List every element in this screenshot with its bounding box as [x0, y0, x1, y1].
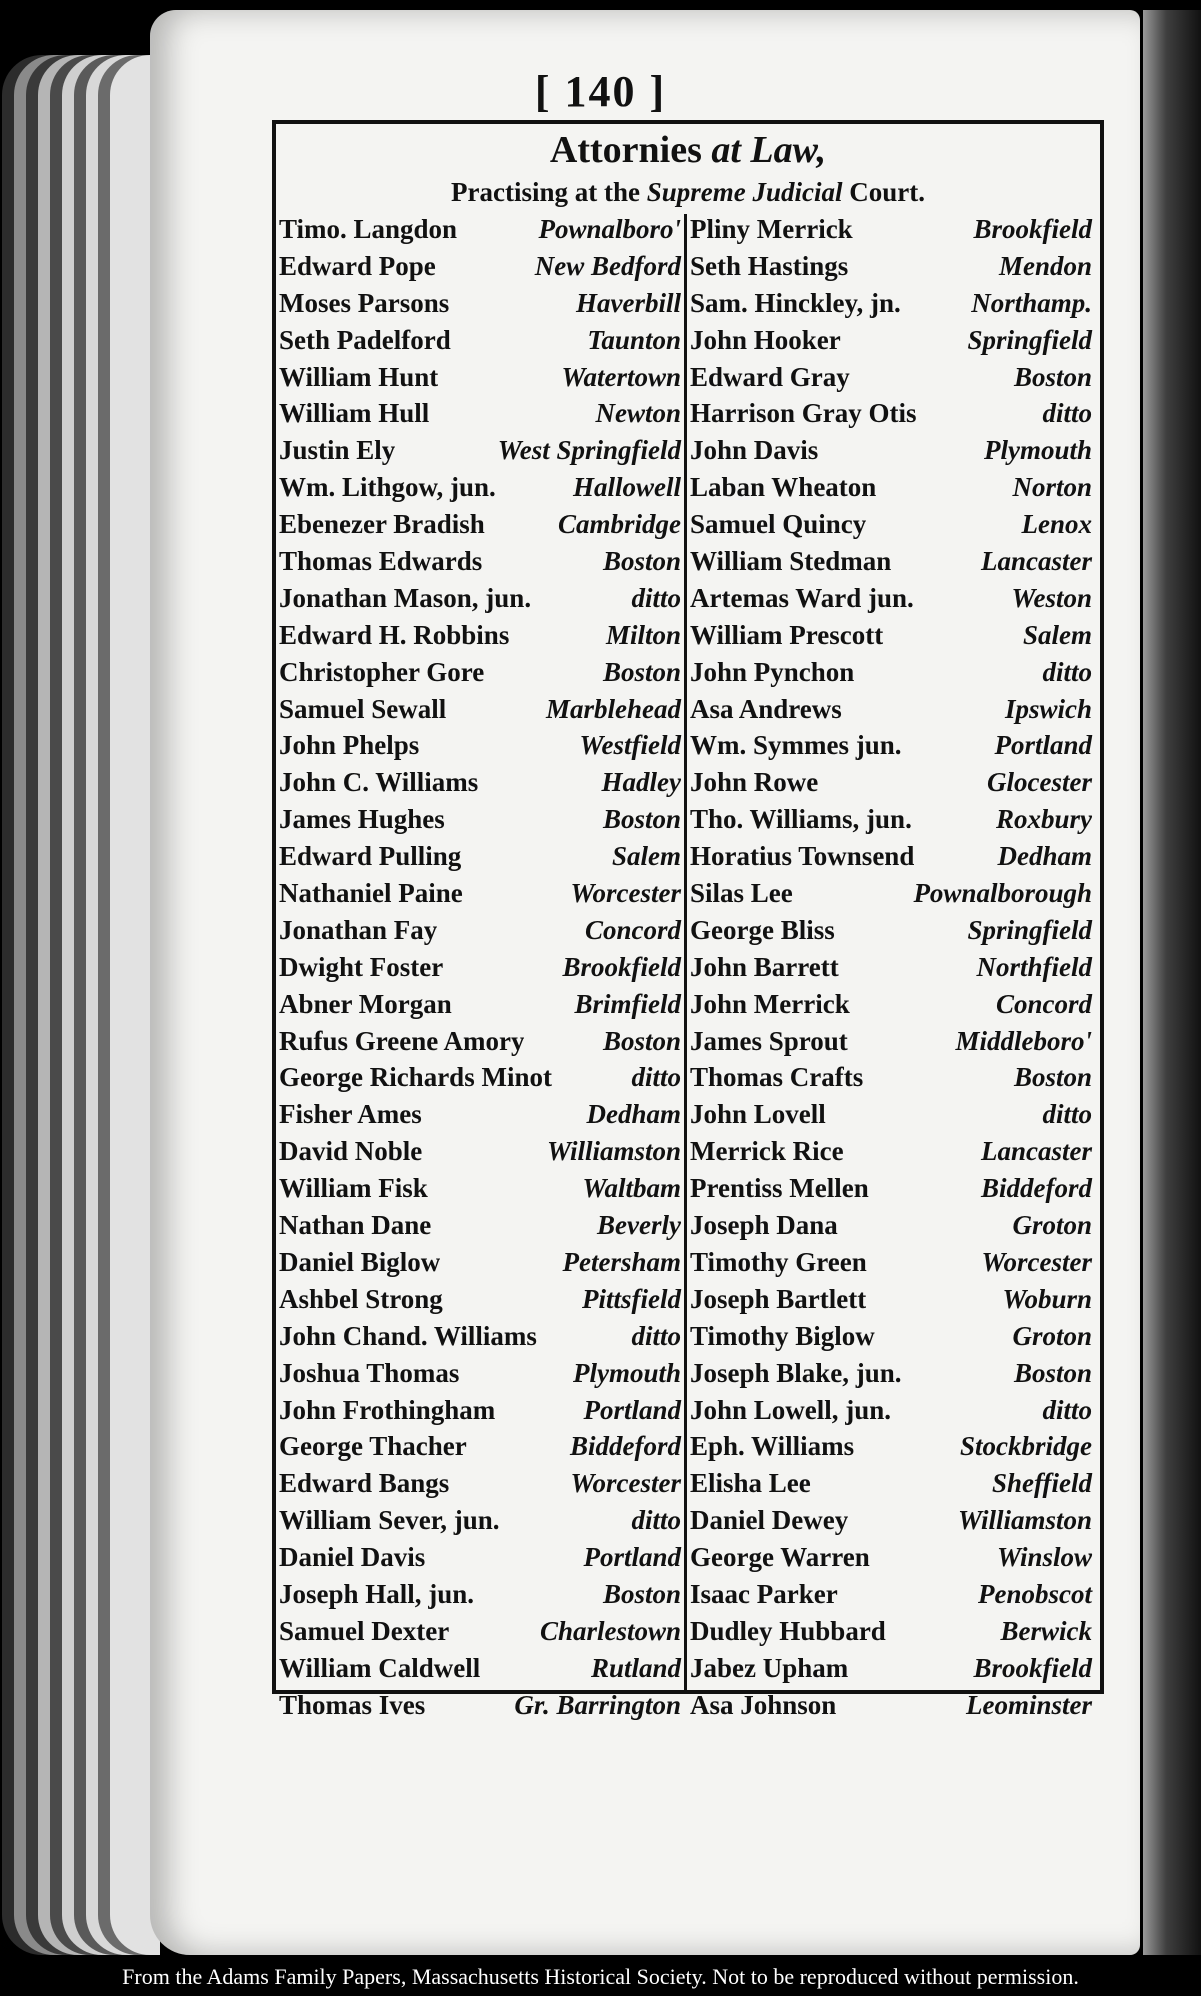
attorney-name: Edward H. Robbins [279, 619, 510, 650]
attorney-town: Brookfield [562, 951, 681, 982]
attorney-town: Concord [995, 988, 1092, 1019]
attorney-town: Penobscot [978, 1578, 1092, 1609]
left-column [276, 214, 687, 1720]
attorney-town: Winslow [996, 1542, 1092, 1573]
attorney-entry [276, 1321, 684, 1358]
attorney-entry [276, 989, 684, 1026]
attorney-name: Daniel Dewey [690, 1505, 849, 1536]
attorney-entry [687, 1468, 1095, 1505]
attorney-entry [687, 325, 1095, 362]
attorney-name: Tho. Williams, jun. [690, 804, 912, 835]
attorney-entry [276, 730, 684, 767]
attorney-name: Moses Parsons [279, 287, 450, 318]
attorney-town: Springfield [967, 324, 1092, 355]
attorney-town: Watertown [561, 361, 681, 392]
attorney-name: Wm. Lithgow, jun. [279, 472, 496, 503]
attorney-town: ditto [1042, 656, 1092, 687]
attorney-name: John Rowe [690, 767, 819, 798]
page-edges [0, 55, 160, 1955]
attorney-town: ditto [1042, 398, 1092, 429]
attorney-town: ditto [1042, 1099, 1092, 1130]
attorney-name: Edward Gray [690, 361, 850, 392]
attorney-entry [276, 325, 684, 362]
attorney-name: George Bliss [690, 914, 835, 945]
attorney-name: Joshua Thomas [279, 1357, 460, 1388]
attorney-town: Plymouth [983, 435, 1092, 466]
attorney-entry [687, 435, 1095, 472]
attorney-town: Milton [605, 619, 681, 650]
attorney-name: Eph. Williams [690, 1431, 855, 1462]
attorney-town: Newton [595, 398, 681, 429]
attorney-entry [276, 1653, 684, 1690]
attorney-name: John Frothingham [279, 1394, 496, 1425]
attorney-town: ditto [631, 1505, 681, 1536]
attorney-town: Beverly [597, 1210, 681, 1241]
attorney-entry [687, 841, 1095, 878]
attorney-entry [276, 435, 684, 472]
attorney-name: William Prescott [690, 619, 884, 650]
attorney-town: New Bedford [534, 250, 681, 281]
attorney-entry [276, 251, 684, 288]
subtitle-pre: Practising at the [451, 177, 640, 207]
attorney-name: Ashbel Strong [279, 1283, 443, 1314]
attorney-town: Ipswich [1004, 693, 1092, 724]
attorney-entry [276, 1395, 684, 1432]
attorney-name: Fisher Ames [279, 1099, 422, 1130]
attorney-entry [276, 1062, 684, 1099]
attorney-town: Boston [1013, 1357, 1092, 1388]
attorney-entry [687, 1284, 1095, 1321]
attorney-name: Silas Lee [690, 878, 793, 909]
attorney-town: Boston [602, 804, 681, 835]
attorney-town: Berwick [1000, 1615, 1092, 1646]
attorney-name: James Sprout [690, 1025, 848, 1056]
attorney-name: Timothy Green [690, 1246, 867, 1277]
attorney-entry [687, 620, 1095, 657]
attorney-name: Timo. Langdon [279, 214, 458, 244]
attorney-town: Boston [1013, 1062, 1092, 1093]
attorney-name: William Sever, jun. [279, 1505, 500, 1536]
attorney-name: Nathaniel Paine [279, 878, 463, 909]
attorney-town: Leominster [966, 1689, 1092, 1720]
attorney-entry [687, 878, 1095, 915]
attorney-town: Portland [583, 1394, 681, 1425]
attorney-town: Mendon [998, 250, 1092, 281]
attorney-entry [276, 1284, 684, 1321]
attorney-entry [276, 915, 684, 952]
attorney-entry [276, 1468, 684, 1505]
attorney-entry [687, 1321, 1095, 1358]
attorney-entry [687, 362, 1095, 399]
attorney-town: Worcester [570, 1468, 681, 1499]
attorney-name: Harrison Gray Otis [690, 398, 917, 429]
attorney-town: Boston [602, 1025, 681, 1056]
attorney-name: John Hooker [690, 324, 841, 355]
attorney-name: Samuel Quincy [690, 509, 867, 540]
attorney-entry [687, 509, 1095, 546]
attorney-town: Northfield [976, 951, 1092, 982]
attorney-name: John Chand. Williams [279, 1320, 537, 1351]
attorney-name: Jabez Upham [690, 1652, 849, 1683]
attorney-town: Portland [994, 730, 1092, 761]
attorney-town: Haverbill [576, 287, 681, 318]
attorney-entry [276, 878, 684, 915]
attorney-town: Williamston [546, 1136, 681, 1167]
attorney-name: Jonathan Fay [279, 914, 438, 945]
attorney-name: Elisha Lee [690, 1468, 811, 1499]
attorney-entry [687, 1395, 1095, 1432]
attorney-town: Boston [1013, 361, 1092, 392]
attorney-entry [687, 1358, 1095, 1395]
attorney-entry [276, 694, 684, 731]
attorney-name: John C. Williams [279, 767, 479, 798]
attorney-entry [687, 1062, 1095, 1099]
book-spine-shadow [1143, 10, 1201, 1955]
subtitle-post: Court. [849, 177, 925, 207]
attorney-town: Brookfield [973, 1652, 1092, 1683]
attorney-name: Ebenezer Bradish [279, 509, 485, 540]
attorney-name: John Davis [690, 435, 819, 466]
attorney-name: Joseph Dana [690, 1210, 838, 1241]
attorney-name: Isaac Parker [690, 1578, 838, 1609]
attorney-name: John Lovell [690, 1099, 826, 1130]
attorney-town: Petersham [562, 1246, 681, 1277]
attorney-entry [276, 1026, 684, 1063]
attorney-name: Seth Padelford [279, 324, 451, 355]
attorney-name: Joseph Bartlett [690, 1283, 867, 1314]
attorney-entry [276, 1505, 684, 1542]
attorney-entry [276, 472, 684, 509]
attorney-town: Hadley [601, 767, 681, 798]
attorney-entry [276, 214, 684, 251]
attorney-entry [687, 1505, 1095, 1542]
attorney-entry [687, 583, 1095, 620]
attorney-name: William Hull [279, 398, 430, 429]
attorney-entry [276, 1247, 684, 1284]
attorney-name: Thomas Crafts [690, 1062, 864, 1093]
attorney-name: Samuel Dexter [279, 1615, 450, 1646]
attorney-entry [687, 1173, 1095, 1210]
attorney-name: William Fisk [279, 1173, 428, 1204]
attorney-entry [276, 546, 684, 583]
attorney-entry [276, 1358, 684, 1395]
attorney-entry [276, 657, 684, 694]
attorney-entry [687, 398, 1095, 435]
attorney-town: Lancaster [981, 1136, 1092, 1167]
attorney-entry [276, 1616, 684, 1653]
attorney-entry [687, 288, 1095, 325]
attorney-entry [687, 657, 1095, 694]
attorney-name: Edward Pope [279, 250, 436, 281]
attorney-entry [687, 1210, 1095, 1247]
attorney-town: Boston [602, 656, 681, 687]
attorney-town: Northamp. [971, 287, 1092, 318]
attorney-entry [687, 1431, 1095, 1468]
attorney-name: Samuel Sewall [279, 693, 447, 724]
attorney-town: Cambridge [557, 509, 681, 540]
attorney-entry [687, 1136, 1095, 1173]
attorney-entry [687, 1026, 1095, 1063]
attorney-town: Marblehead [546, 693, 681, 724]
attorney-entry [276, 288, 684, 325]
attorney-town: Weston [1011, 582, 1092, 613]
attorney-town: Boston [602, 1578, 681, 1609]
title-main: Attornies [549, 129, 702, 171]
attorney-entry [687, 1099, 1095, 1136]
attorney-name: John Lowell, jun. [690, 1394, 892, 1425]
attorney-entry [276, 398, 684, 435]
attorney-name: George Richards Minot [279, 1062, 552, 1093]
attorney-name: Justin Ely [279, 435, 396, 466]
attorney-name: Daniel Biglow [279, 1246, 441, 1277]
attorney-entry [276, 583, 684, 620]
attorney-name: Dudley Hubbard [690, 1615, 886, 1646]
attorney-name: John Phelps [279, 730, 420, 761]
attorney-entry [687, 1579, 1095, 1616]
attorney-list-frame [272, 120, 1104, 1720]
attorney-town: Plymouth [572, 1357, 681, 1388]
attorney-entry [276, 1173, 684, 1210]
attorney-town: Pownalborough [913, 878, 1092, 909]
attorney-name: George Warren [690, 1542, 870, 1573]
attorney-entry [687, 251, 1095, 288]
attorney-town: Concord [584, 914, 681, 945]
attorney-name: Joseph Blake, jun. [690, 1357, 902, 1388]
attorney-town: Hallowell [573, 472, 681, 503]
attorney-name: George Thacher [279, 1431, 467, 1462]
attorney-town: ditto [631, 1062, 681, 1093]
attorney-town: Gr. Barrington [514, 1689, 681, 1720]
attorney-town: Springfield [967, 914, 1092, 945]
attorney-entry [687, 730, 1095, 767]
attorney-name: Asa Johnson [690, 1689, 837, 1720]
attorney-name: Dwight Foster [279, 951, 444, 982]
attorney-name: William Stedman [690, 546, 892, 577]
attorney-entry [276, 804, 684, 841]
title-italic: at Law, [711, 129, 827, 171]
attorney-name: Horatius Townsend [690, 841, 915, 872]
attorney-entry [687, 804, 1095, 841]
attorney-entry [687, 546, 1095, 583]
attorney-town: Pittsfield [582, 1283, 681, 1314]
attorney-entry [276, 1099, 684, 1136]
attorney-name: Christopher Gore [279, 656, 485, 687]
attorney-entry [687, 1542, 1095, 1579]
attorney-town: Taunton [587, 324, 681, 355]
attorney-entry [687, 1616, 1095, 1653]
attorney-name: Seth Hastings [690, 250, 849, 281]
credit-line: From the Adams Family Papers, Massachusetts Historical Society. Not to be reproduced without permission. [122, 1964, 1079, 1989]
attorney-name: Pliny Merrick [690, 214, 853, 244]
attorney-town: Roxbury [995, 804, 1092, 835]
attorney-entry [276, 1136, 684, 1173]
attorney-town: Lancaster [981, 546, 1092, 577]
attorney-town: Worcester [570, 878, 681, 909]
attorney-name: John Barrett [690, 951, 839, 982]
attorney-entry [687, 952, 1095, 989]
attorney-name: Wm. Symmes jun. [690, 730, 902, 761]
attorney-town: Woburn [1002, 1283, 1092, 1314]
attorney-town: West Springfield [497, 435, 681, 466]
attorney-name: Edward Pulling [279, 841, 462, 872]
attorney-name: Abner Morgan [279, 988, 452, 1019]
attorney-town: Norton [1012, 472, 1092, 503]
attorney-town: Lenox [1021, 509, 1092, 540]
attorney-name: Edward Bangs [279, 1468, 450, 1499]
attorney-town: Portland [583, 1542, 681, 1573]
attorney-town: Dedham [586, 1099, 681, 1130]
attorney-town: Brookfield [973, 214, 1092, 244]
attorney-entry [687, 472, 1095, 509]
attorney-town: Sheffield [992, 1468, 1092, 1499]
attorney-entry [276, 509, 684, 546]
attorney-town: Charlestown [539, 1615, 681, 1646]
attorney-entry [276, 952, 684, 989]
attorney-town: Biddeford [981, 1173, 1092, 1204]
attorney-entry [687, 214, 1095, 251]
attorney-entry [276, 620, 684, 657]
attorney-name: David Noble [279, 1136, 423, 1167]
attorney-name: William Hunt [279, 361, 439, 392]
attorney-entry [687, 1690, 1095, 1727]
attorney-town: Rutland [590, 1652, 681, 1683]
attorney-name: Jonathan Mason, jun. [279, 582, 532, 613]
attorney-name: Timothy Biglow [690, 1320, 875, 1351]
attorney-name: Laban Wheaton [690, 472, 877, 503]
attorney-name: Thomas Edwards [279, 546, 483, 577]
attorney-town: Salem [1022, 619, 1092, 650]
attorney-name: Joseph Hall, jun. [279, 1578, 475, 1609]
attorney-name: Merrick Rice [690, 1136, 844, 1167]
attorney-entry [687, 915, 1095, 952]
attorney-entry [276, 1690, 684, 1727]
attorney-name: James Hughes [279, 804, 445, 835]
attorney-town: Pownalboro' [538, 214, 681, 244]
attorney-entry [687, 1247, 1095, 1284]
right-column [687, 214, 1095, 1720]
attorney-entry [687, 989, 1095, 1026]
attorney-town: Waltbam [582, 1173, 681, 1204]
attorney-town: Williamston [957, 1505, 1092, 1536]
attorney-entry [687, 767, 1095, 804]
attorney-entry [687, 1653, 1095, 1690]
attorney-name: John Merrick [690, 988, 850, 1019]
attorney-name: Nathan Dane [279, 1210, 432, 1241]
attorney-entry [276, 362, 684, 399]
attorney-town: Biddeford [570, 1431, 681, 1462]
attorney-town: ditto [1042, 1394, 1092, 1425]
attorney-town: ditto [631, 582, 681, 613]
attorney-name: Rufus Greene Amory [279, 1025, 525, 1056]
attorney-town: Dedham [997, 841, 1092, 872]
page-number: [ 140 ] [534, 67, 667, 116]
attorney-town: Groton [1012, 1320, 1092, 1351]
attorney-name: John Pynchon [690, 656, 855, 687]
attorney-town: Salem [611, 841, 681, 872]
attorney-town: Middleboro' [955, 1025, 1092, 1056]
attorney-town: Stockbridge [960, 1431, 1092, 1462]
attorney-town: Worcester [981, 1246, 1092, 1277]
attorney-town: Glocester [987, 767, 1092, 798]
attorney-name: Thomas Ives [279, 1689, 426, 1720]
attorney-name: William Caldwell [279, 1652, 481, 1683]
page-title [276, 124, 1100, 172]
attorney-name: Sam. Hinckley, jn. [690, 287, 901, 318]
attorney-entry [276, 1542, 684, 1579]
attorney-name: Daniel Davis [279, 1542, 426, 1573]
attorney-town: Groton [1012, 1210, 1092, 1241]
attorney-entry [276, 1579, 684, 1616]
attorney-town: Boston [602, 546, 681, 577]
page-subtitle [276, 176, 1100, 208]
attorney-town: Brimfield [574, 988, 681, 1019]
attorney-entry [276, 1431, 684, 1468]
attorney-name: Asa Andrews [690, 693, 842, 724]
attorney-entry [276, 767, 684, 804]
attorney-town: ditto [631, 1320, 681, 1351]
subtitle-italic: Supreme Judicial [646, 177, 843, 207]
attorney-entry [687, 694, 1095, 731]
attorney-town: Westfield [579, 730, 681, 761]
attorney-name: Prentiss Mellen [690, 1173, 869, 1204]
attorney-entry [276, 841, 684, 878]
attorney-name: Artemas Ward jun. [690, 582, 914, 613]
attorney-entry [276, 1210, 684, 1247]
